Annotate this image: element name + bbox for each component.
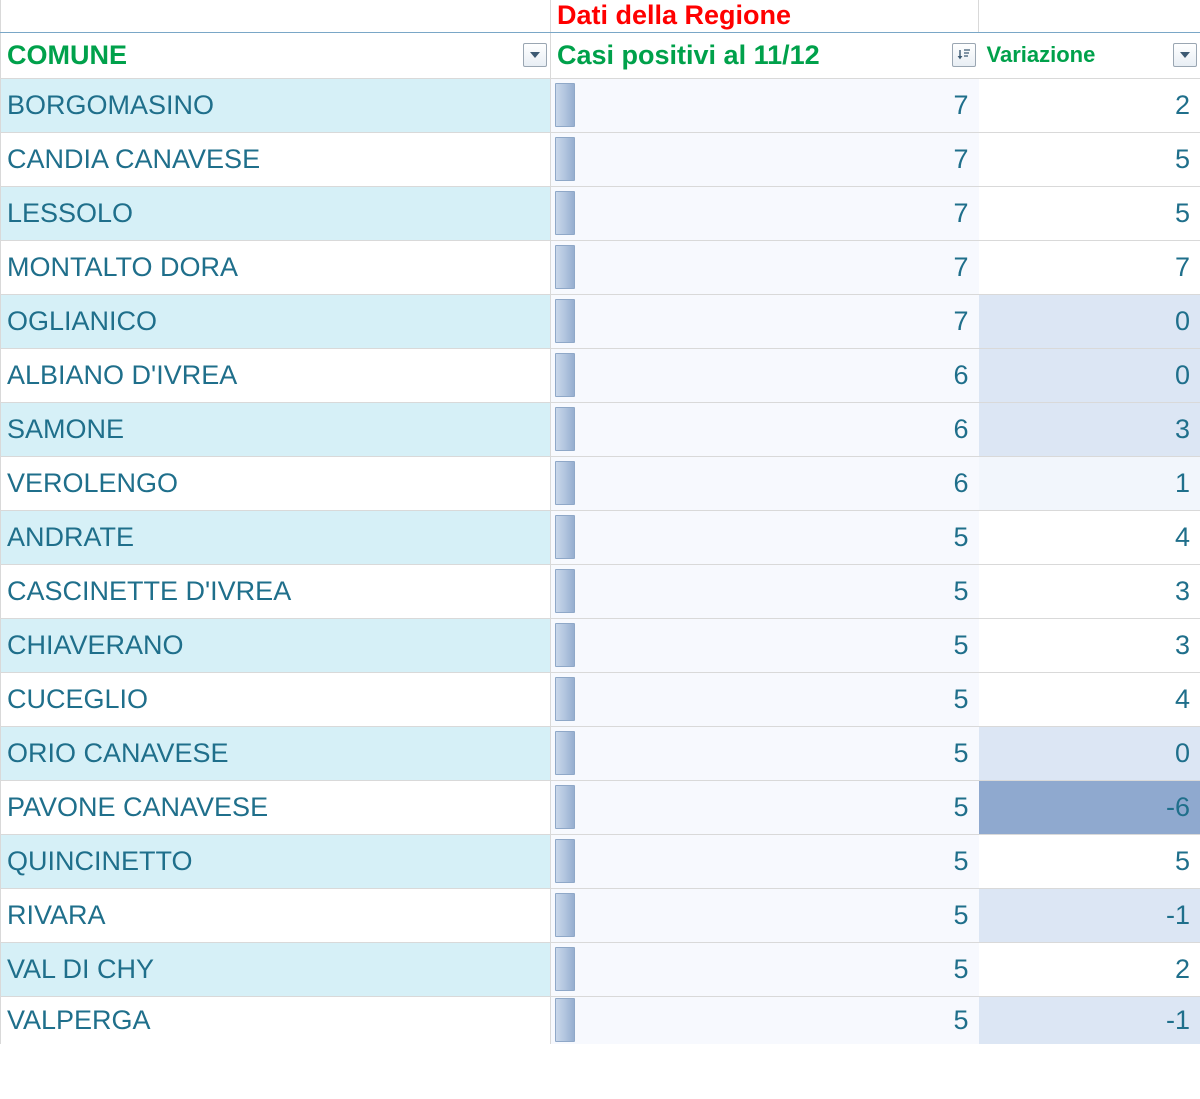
filter-dropdown-icon-comune[interactable] [523,43,547,67]
table-row [1,348,1200,402]
cell-casi-positivi[interactable]: 5 [579,888,979,942]
cell-casi-positivi[interactable]: 5 [579,834,979,888]
databar [555,137,575,181]
cell-variazione[interactable]: -6 [979,780,1200,834]
cell-casi-positivi[interactable]: 5 [579,942,979,996]
column-header-comune [1,32,551,78]
databar-cell [551,672,579,726]
cell-variazione[interactable]: 4 [979,510,1200,564]
cell-variazione[interactable]: 2 [979,78,1200,132]
cell-comune[interactable]: CHIAVERANO [1,618,551,672]
table-row [1,726,1200,780]
filter-dropdown-icon-variazione[interactable] [1173,43,1197,67]
table-row [1,240,1200,294]
cell-variazione[interactable]: 0 [979,726,1200,780]
cell-variazione[interactable]: 5 [979,186,1200,240]
databar-cell [551,78,579,132]
table-row [1,402,1200,456]
databar [555,623,575,667]
databar-cell [551,996,579,1044]
table-row [1,942,1200,996]
cell-variazione[interactable]: 3 [979,618,1200,672]
cell-comune[interactable]: MONTALTO DORA [1,240,551,294]
databar-cell [551,402,579,456]
cell-variazione[interactable]: -1 [979,996,1200,1044]
databar [555,893,575,937]
cell-comune[interactable]: ALBIANO D'IVREA [1,348,551,402]
cell-variazione[interactable]: 4 [979,672,1200,726]
cell-casi-positivi[interactable]: 7 [579,294,979,348]
cell-variazione[interactable]: 7 [979,240,1200,294]
table-row [1,186,1200,240]
cell-comune[interactable]: BORGOMASINO [1,78,551,132]
table-body [1,0,1200,1044]
databar-cell [551,132,579,186]
cell-casi-positivi[interactable]: 5 [579,726,979,780]
column-header-comune-label: COMUNE [7,39,127,70]
cell-comune[interactable]: VEROLENGO [1,456,551,510]
databar [555,407,575,451]
table-row [1,456,1200,510]
databar [555,785,575,829]
cell-casi-positivi[interactable]: 5 [579,672,979,726]
databar-cell [551,888,579,942]
banner-empty-right [979,0,1200,32]
cell-comune[interactable]: PAVONE CANAVESE [1,780,551,834]
databar-cell [551,564,579,618]
region-data-banner: Dati della Regione [551,0,979,32]
cell-comune[interactable]: SAMONE [1,402,551,456]
cell-variazione[interactable]: -1 [979,888,1200,942]
table-row [1,510,1200,564]
cell-casi-positivi[interactable]: 5 [579,564,979,618]
databar-cell [551,510,579,564]
cell-variazione[interactable]: 3 [979,564,1200,618]
cell-variazione[interactable]: 5 [979,834,1200,888]
databar [555,839,575,883]
databar [555,677,575,721]
databar-cell [551,726,579,780]
table-row [1,672,1200,726]
table-row [1,618,1200,672]
cell-variazione[interactable]: 5 [979,132,1200,186]
databar [555,569,575,613]
sort-descending-filter-icon-casi[interactable] [952,43,976,67]
column-header-casi-label: Casi positivi al 11/12 [557,39,820,70]
databar [555,461,575,505]
cell-casi-positivi[interactable]: 5 [579,780,979,834]
cell-casi-positivi[interactable]: 7 [579,186,979,240]
databar-cell [551,942,579,996]
cell-casi-positivi[interactable]: 5 [579,996,979,1044]
databar [555,731,575,775]
cell-variazione[interactable]: 2 [979,942,1200,996]
cell-comune[interactable]: QUINCINETTO [1,834,551,888]
table-row [1,564,1200,618]
databar [555,998,575,1042]
databar [555,191,575,235]
databar-cell [551,834,579,888]
cell-comune[interactable]: ORIO CANAVESE [1,726,551,780]
table-row [1,78,1200,132]
cell-casi-positivi[interactable]: 6 [579,402,979,456]
table-row [1,996,1200,1044]
cell-variazione[interactable]: 0 [979,348,1200,402]
cell-casi-positivi[interactable]: 7 [579,78,979,132]
databar-cell [551,294,579,348]
cell-variazione[interactable]: 1 [979,456,1200,510]
databar-cell [551,240,579,294]
table-row [1,888,1200,942]
databar-cell [551,348,579,402]
cell-comune[interactable]: VAL DI CHY [1,942,551,996]
databar [555,353,575,397]
column-header-variazione-label: Variazione [986,42,1096,67]
table-row [1,780,1200,834]
banner-empty-left [1,0,551,32]
cell-comune[interactable]: CANDIA CANAVESE [1,132,551,186]
cell-comune[interactable]: RIVARA [1,888,551,942]
column-header-variazione [979,32,1200,78]
databar [555,83,575,127]
databar [555,947,575,991]
cell-casi-positivi[interactable]: 6 [579,456,979,510]
databar [555,299,575,343]
cell-comune[interactable]: OGLIANICO [1,294,551,348]
cell-comune[interactable]: CASCINETTE D'IVREA [1,564,551,618]
databar-cell [551,780,579,834]
cell-casi-positivi[interactable]: 5 [579,510,979,564]
table-row [1,132,1200,186]
header-row [1,32,1200,78]
cell-variazione[interactable]: 0 [979,294,1200,348]
table-row [1,834,1200,888]
cell-comune[interactable]: VALPERGA [1,996,551,1044]
databar-cell [551,618,579,672]
cell-casi-positivi[interactable]: 5 [579,618,979,672]
cell-casi-positivi[interactable]: 6 [579,348,979,402]
databar [555,245,575,289]
column-header-casi [551,32,979,78]
databar-cell [551,186,579,240]
databar-cell [551,456,579,510]
cell-comune[interactable]: CUCEGLIO [1,672,551,726]
databar [555,515,575,559]
banner-row [1,0,1200,32]
cell-comune[interactable]: LESSOLO [1,186,551,240]
table-row [1,294,1200,348]
cell-casi-positivi[interactable]: 7 [579,240,979,294]
cell-comune[interactable]: ANDRATE [1,510,551,564]
cell-variazione[interactable]: 3 [979,402,1200,456]
cell-casi-positivi[interactable]: 7 [579,132,979,186]
